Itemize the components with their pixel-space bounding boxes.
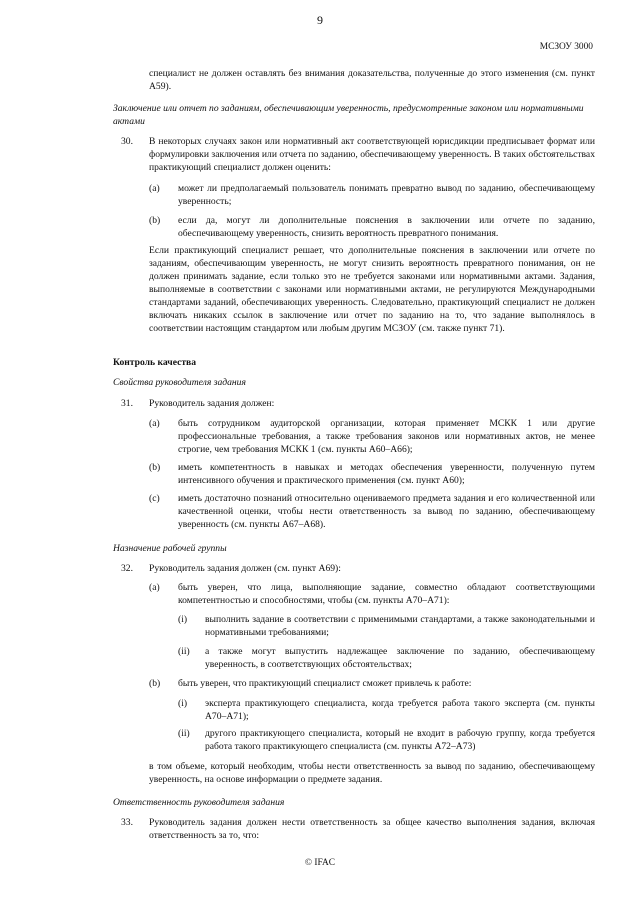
subheading-team: Назначение рабочей группы xyxy=(113,543,227,554)
paragraph-number-33: 33. xyxy=(121,817,133,828)
item-31b: иметь компетентность в навыках и методах обеспечения уверенности, полученную путем интенсивного обучения и практического применения (см. пункт A60); xyxy=(178,462,595,486)
paragraph-number-30: 30. xyxy=(121,136,133,147)
section-heading-conclusion: Заключение или отчет по заданиям, обеспечивающим уверенность, предусмотренные законом или нормативными актами xyxy=(113,103,584,127)
subheading-leader-props: Свойства руководителя задания xyxy=(113,377,246,388)
page-number: 9 xyxy=(317,13,323,27)
subitem-32b-ii: другого практикующего специалиста, который не входит в рабочую группу, когда требуется работа такого практикующего специалиста (см. пункты A72–A73) xyxy=(205,728,595,752)
header-code: МСЗОУ 3000 xyxy=(539,42,593,52)
item-30a: может ли предполагаемый пользователь понимать превратно вывод по заданию, обеспечивающему уверенность; xyxy=(178,183,595,207)
section-heading-quality: Контроль качества xyxy=(113,357,197,368)
paragraph-number-32: 32. xyxy=(121,563,133,574)
paragraph-number-31: 31. xyxy=(121,398,133,409)
item-label-32b: (b) xyxy=(149,678,161,689)
subitem-label-32a-ii: (ii) xyxy=(178,646,190,657)
subitem-32b-i: эксперта практикующего специалиста, когда требуется работа такого эксперта (см. пункты A70–A71); xyxy=(205,698,595,722)
paragraph-30-continuation: Если практикующий специалист решает, что дополнительные пояснения в заключении или отчете по заданиям, обеспечивающим уверенность, не могут снизить вероятность превратного понимания, он не должен принимать задание, если только это не требуется законами или нормативными актами. Задания, выполняемые в соответствии с законами или нормативными актами, не регулируются Международными стандартами заданий, обеспечивающих уверенность. Следовательно, практикующий специалист не должен включать никаких ссылок в заключение или отчет по заданию на то, что задание выполнялось в соответствии настоящим стандартом или любым другим МСЗОУ (см. также пункт 71). xyxy=(149,245,595,334)
item-label-31b: (b) xyxy=(149,462,161,473)
copyright-footer: © IFAC xyxy=(304,858,336,868)
subitem-label-32a-i: (i) xyxy=(178,614,188,625)
item-32a: быть уверен, что лица, выполняющие задание, совместно обладают соответствующими компетентностью и способностями, чтобы (см. пункты A70–A71): xyxy=(178,582,595,606)
item-label-30a: (a) xyxy=(149,183,160,194)
item-32b: быть уверен, что практикующий специалист сможет привлечь к работе: xyxy=(178,678,472,689)
paragraph-30: В некоторых случаях закон или нормативный акт соответствующей юрисдикции предписывает формат или формулировки заключения или отчета по заданию, обеспечивающему уверенность. В таких обстоятельствах практикующий специалист должен оценить: xyxy=(149,136,595,173)
subitem-32a-ii: а также могут выпустить надлежащее заключение по заданию, обеспечивающему уверенность, в соответствующих обстоятельствах; xyxy=(205,646,595,670)
item-label-30b: (b) xyxy=(149,215,161,226)
subheading-responsibility: Ответственность руководителя задания xyxy=(113,797,285,808)
subitem-32a-i: выполнить задание в соответствии с применимыми стандартами, а также законодательными и нормативными требованиями; xyxy=(205,614,595,638)
paragraph-32-continuation: в том объеме, который необходим, чтобы нести ответственность за вывод по заданию, обеспечивающему уверенность, на основе информации о предмете задания. xyxy=(149,761,595,785)
item-31c: иметь достаточно познаний относительно оцениваемого предмета задания и его количественной или качественной оценки, чтобы нести ответственность за вывод по заданию, обеспечивающему уверенность (см. пункты A67–A68). xyxy=(178,493,595,530)
paragraph-continuation: специалист не должен оставлять без внимания доказательства, полученные до этого изменения (см. пункт A59). xyxy=(149,68,595,92)
paragraph-32: Руководитель задания должен (см. пункт A69): xyxy=(149,563,341,574)
item-31a: быть сотрудником аудиторской организации, которая применяет МСКК 1 или другие профессиональные требования, а также требования законов или нормативных актов, не менее строгие, чем требования МСКК 1 (см. пункты A60–A66); xyxy=(178,418,595,455)
subitem-label-32b-i: (i) xyxy=(178,698,188,709)
item-label-31c: (c) xyxy=(149,493,160,504)
paragraph-31: Руководитель задания должен: xyxy=(149,398,275,409)
item-30b: если да, могут ли дополнительные пояснения в заключении или отчете по заданию, обеспечивающему уверенность, снизить вероятность превратного понимания. xyxy=(178,215,595,239)
item-label-32a: (a) xyxy=(149,582,160,593)
paragraph-33: Руководитель задания должен нести ответственность за общее качество выполнения задания, включая ответственность за то, что: xyxy=(149,817,595,841)
item-label-31a: (a) xyxy=(149,418,160,429)
subitem-label-32b-ii: (ii) xyxy=(178,728,190,739)
